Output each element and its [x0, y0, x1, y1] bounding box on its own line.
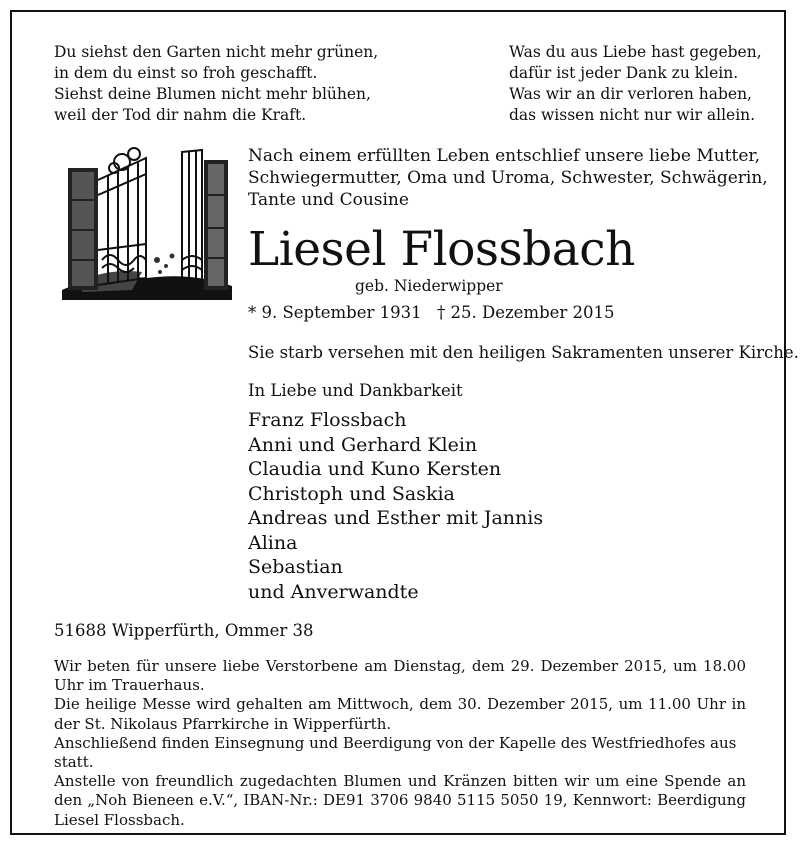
family-member: Anni und Gerhard Klein	[248, 433, 478, 456]
notice-paragraph: Wir beten für unsere liebe Verstorbene am Dienstag, dem 29. Dezember 2015, um 18.00 Uhr im Trauerhaus.	[54, 657, 746, 695]
family-list	[248, 408, 543, 604]
poem-left-line: Du siehst den Garten nicht mehr grünen,	[54, 43, 379, 61]
notice-paragraph: Anschließend finden Einsegnung und Beerdigung von der Kapelle des Westfriedhofes aus statt.	[54, 733, 737, 772]
intro-line: Tante und Cousine	[248, 190, 409, 210]
poem-right-line: das wissen nicht nur wir allein.	[509, 106, 756, 124]
deceased-name: Liesel Flossbach	[248, 222, 635, 277]
address: 51688 Wipperfürth, Ommer 38	[54, 621, 314, 640]
family-member: Franz Flossbach	[248, 409, 407, 431]
poem-left-line: Siehst deine Blumen nicht mehr blühen,	[54, 85, 371, 103]
notice-paragraph: Anstelle von freundlich zugedachten Blumen und Kränzen bitten wir um eine Spende an den „Noh Bieneen e.V.“, IBAN-Nr.: DE91 3706 9840 5115 5050 19, Kennwort: Beerdigung Liesel Flossbach.	[54, 772, 746, 829]
family-member: Sebastian	[248, 556, 343, 578]
family-member: Christoph und Saskia	[248, 482, 455, 505]
intro-text	[248, 145, 768, 211]
poem-left	[54, 42, 378, 126]
service-notice	[54, 657, 746, 830]
family-member: Claudia und Kuno Kersten	[248, 458, 502, 480]
poem-left-line: in dem du einst so froh geschafft.	[54, 64, 318, 82]
poem-right-line: Was wir an dir verloren haben,	[509, 85, 752, 103]
poem-right-line: Was du aus Liebe hast gegeben,	[509, 43, 762, 61]
poem-right-line: dafür ist jeder Dank zu klein.	[509, 64, 739, 82]
family-member: Andreas und Esther mit Jannis	[248, 507, 544, 529]
sacraments-text: Sie starb versehen mit den heiligen Sakramenten unserer Kirche.	[248, 343, 799, 362]
notice-paragraph: Die heilige Messe wird gehalten am Mittwoch, dem 30. Dezember 2015, um 11.00 Uhr in der St. Nikolaus Pfarrkirche in Wipperfürth.	[54, 695, 746, 733]
garden-gate-illustration	[62, 140, 232, 300]
poem-left-line: weil der Tod dir nahm die Kraft.	[54, 106, 307, 124]
intro-line: Schwiegermutter, Oma und Uroma, Schwester, Schwägerin,	[248, 168, 768, 188]
birth-date: * 9. September 1931	[248, 303, 422, 322]
family-member: Alina	[248, 531, 298, 554]
intro-line: Nach einem erfüllten Leben entschlief unsere liebe Mutter,	[248, 146, 761, 166]
death-date: † 25. Dezember 2015	[437, 303, 615, 322]
love-gratitude-text: In Liebe und Dankbarkeit	[248, 381, 463, 400]
family-member: und Anverwandte	[248, 580, 419, 603]
birth-name: geb. Niederwipper	[355, 277, 503, 295]
poem-right	[509, 42, 762, 126]
